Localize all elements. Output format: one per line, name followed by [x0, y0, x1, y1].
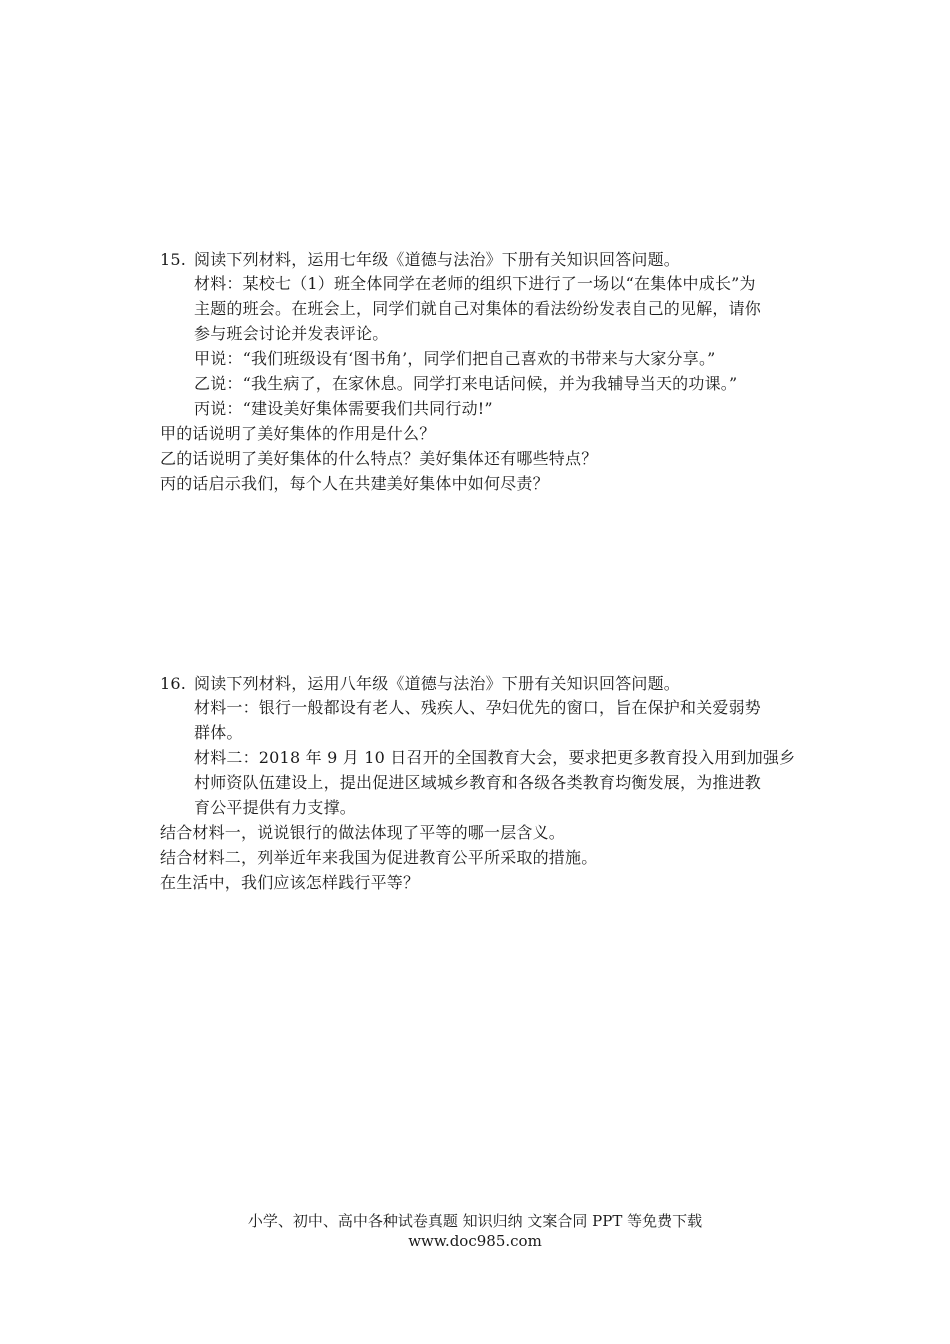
- question-16-subquestion: 结合材料一，说说银行的做法体现了平等的哪一层含义。: [160, 823, 566, 842]
- question-15-material-line: 甲说：“我们班级设有‘图书角’，同学们把自己喜欢的书带来与大家分享。”: [194, 349, 716, 368]
- question-15-material-line: 材料：某校七（1）班全体同学在老师的组织下进行了一场以“在集体中成长”为: [194, 274, 756, 293]
- question-15-subquestion: 乙的话说明了美好集体的什么特点？美好集体还有哪些特点？: [160, 449, 598, 468]
- question-15-material-line: 参与班会讨论并发表评论。: [194, 324, 389, 343]
- question-16-subquestion: 结合材料二，列举近年来我国为促进教育公平所采取的措施。: [160, 848, 598, 867]
- footer-website-link[interactable]: www.doc985.com: [408, 1232, 542, 1250]
- question-16-material-line: 群体。: [194, 723, 243, 742]
- question-15-prompt: [160, 249, 680, 271]
- question-15-material-line: 丙说：“建设美好集体需要我们共同行动!”: [194, 399, 493, 418]
- question-16-number: 16.: [160, 674, 187, 693]
- question-15-prompt-text: 阅读下列材料，运用七年级《道德与法治》下册有关知识回答问题。: [194, 250, 681, 269]
- question-16-material-line: 材料二：2018 年 9 月 10 日召开的全国教育大会，要求把更多教育投入用到加强乡: [194, 748, 796, 767]
- footer-promo-text: 小学、初中、高中各种试卷真题 知识归纳 文案合同 PPT 等免费下载: [247, 1212, 703, 1230]
- question-16-prompt: [160, 673, 680, 695]
- question-16-subquestion: 在生活中，我们应该怎样践行平等？: [160, 873, 420, 892]
- question-16-material-line: 村师资队伍建设上，提出促进区域城乡教育和各级各类教育均衡发展，为推进教: [194, 773, 762, 792]
- question-15-number: 15.: [160, 250, 187, 269]
- question-15-material-line: 主题的班会。在班会上，同学们就自己对集体的看法纷纷发表自己的见解，请你: [194, 299, 762, 318]
- question-15-material-line: 乙说：“我生病了，在家休息。同学打来电话问候，并为我辅导当天的功课。”: [194, 374, 738, 393]
- question-15-subquestion: 甲的话说明了美好集体的作用是什么？: [160, 424, 436, 443]
- question-15-subquestion: 丙的话启示我们，每个人在共建美好集体中如何尽责？: [160, 474, 549, 493]
- question-16-prompt-text: 阅读下列材料，运用八年级《道德与法治》下册有关知识回答问题。: [194, 674, 681, 693]
- question-16-material-line: 材料一：银行一般都设有老人、残疾人、孕妇优先的窗口，旨在保护和关爱弱势: [194, 698, 762, 717]
- question-16-material-line: 育公平提供有力支撑。: [194, 798, 357, 817]
